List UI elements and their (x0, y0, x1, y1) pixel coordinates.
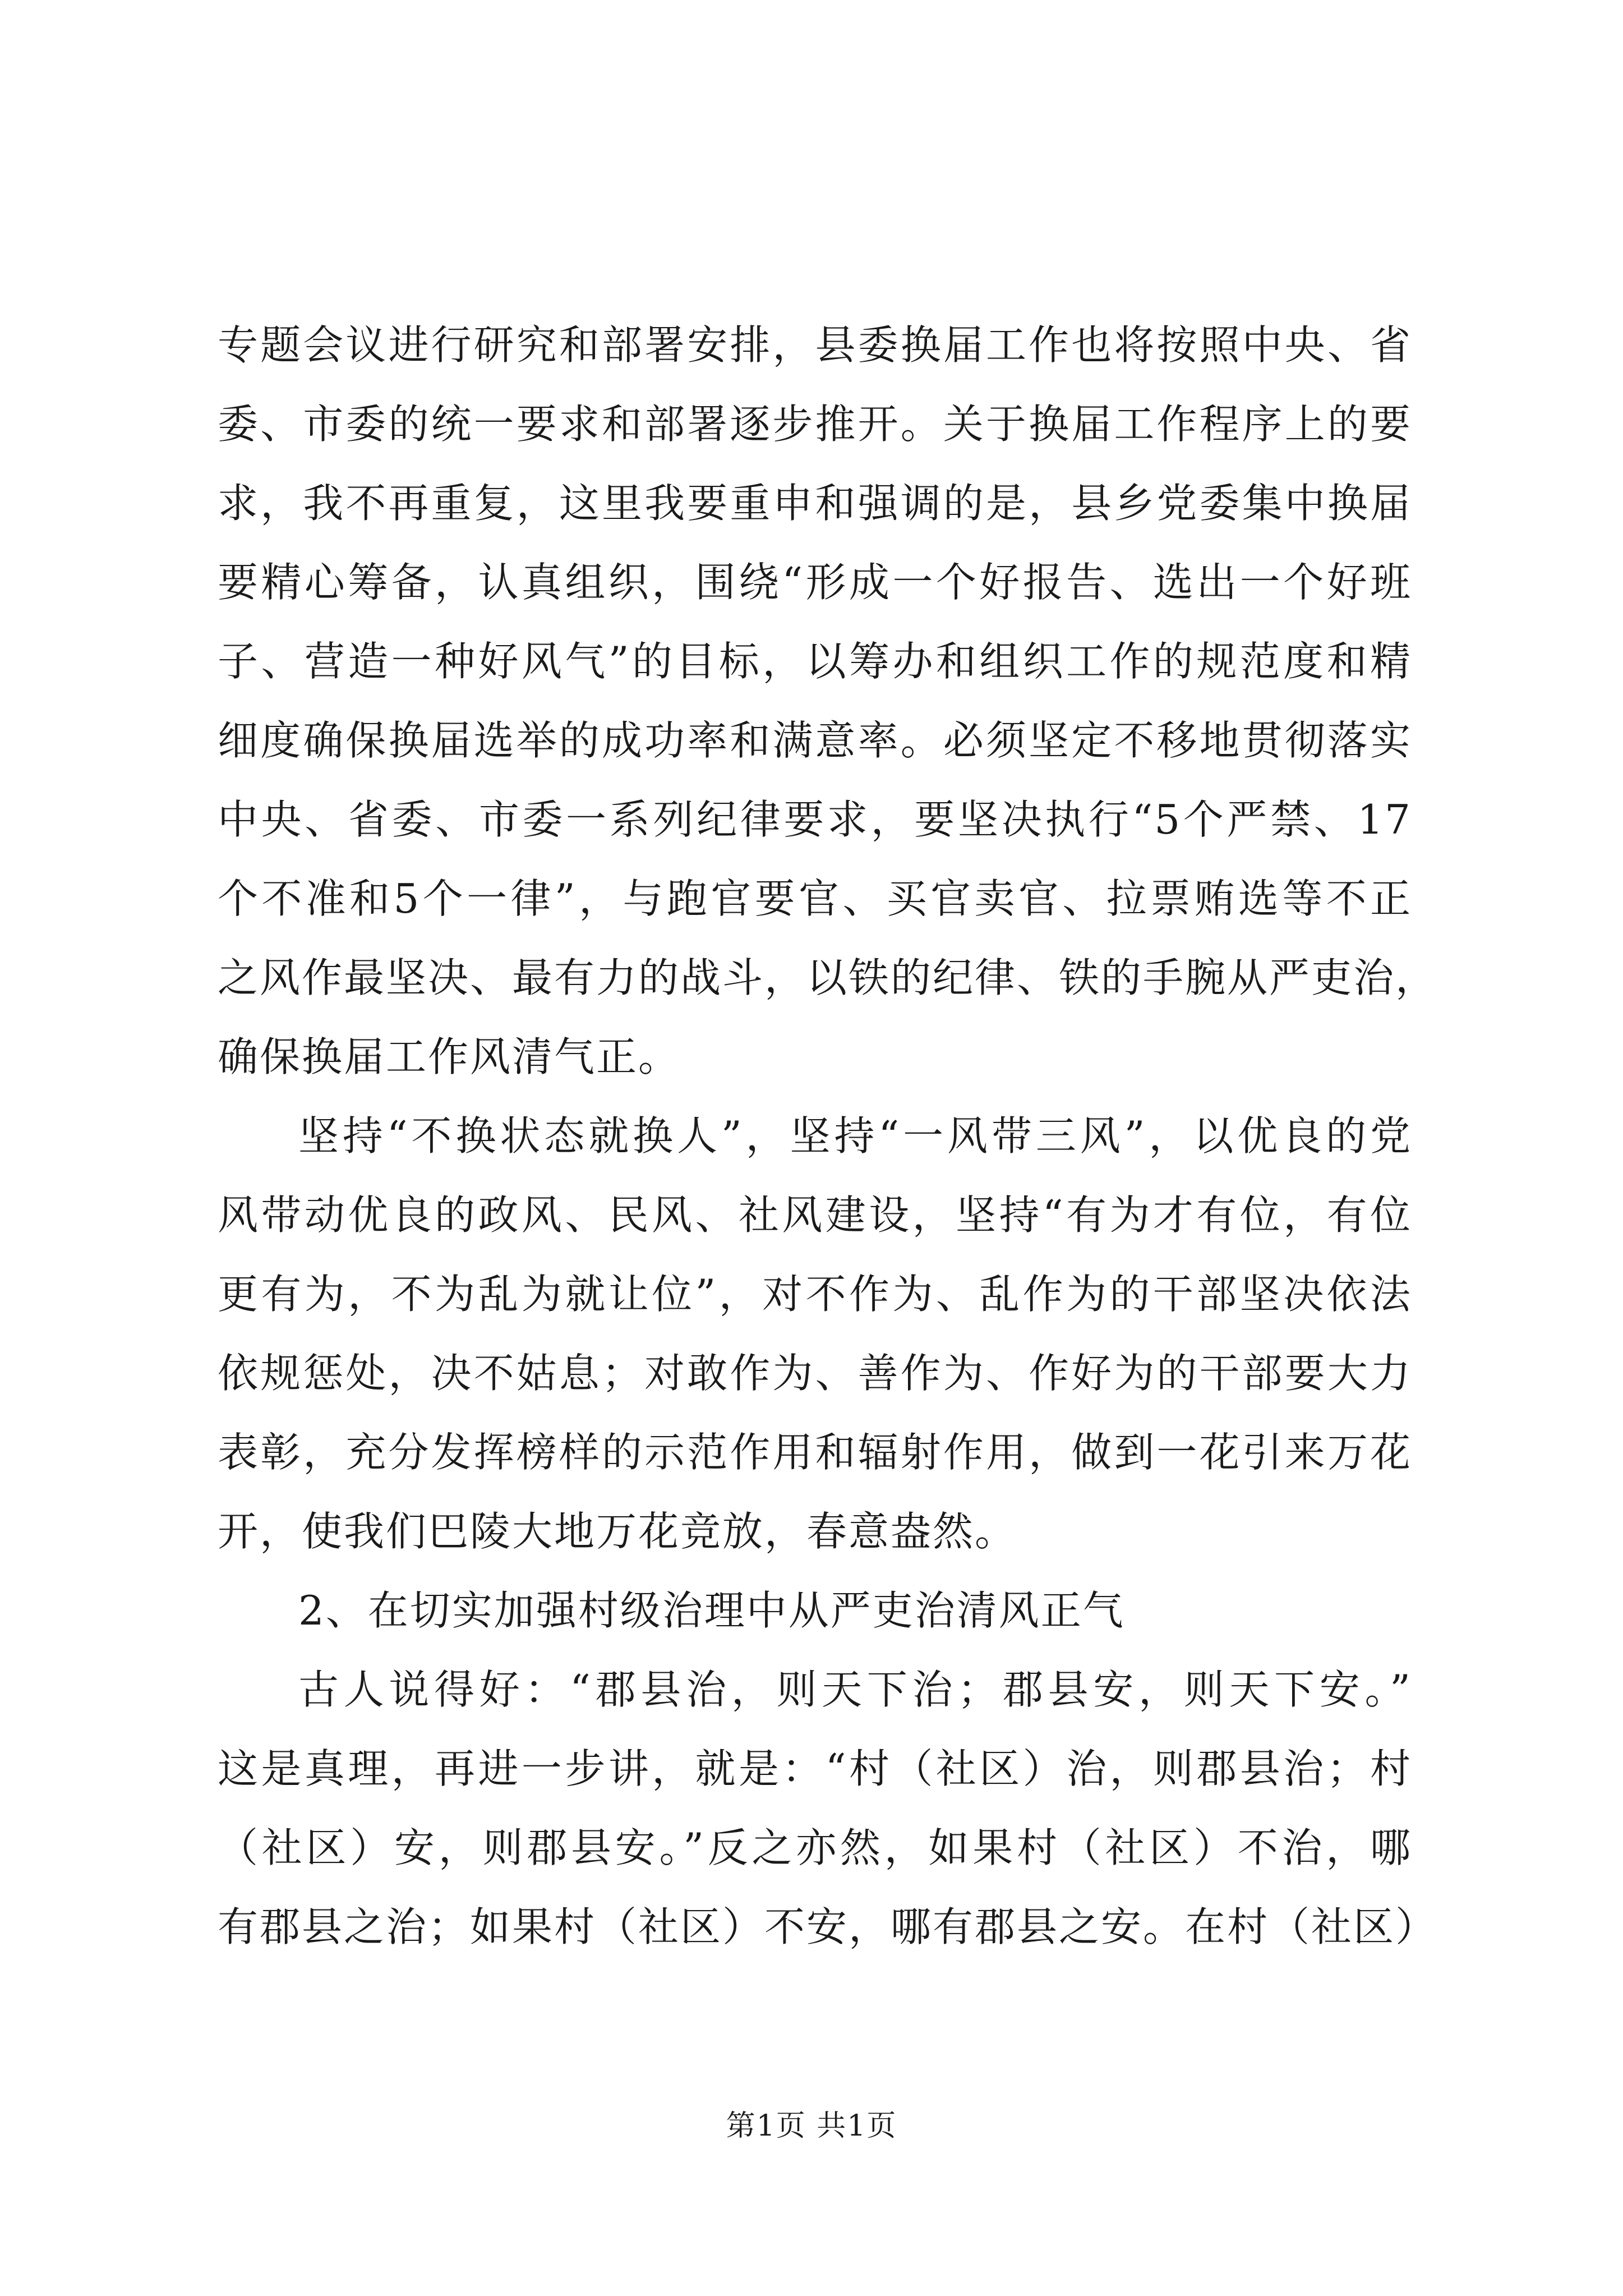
section-heading: 2、在切实加强村级治理中从严吏治清风正气 (298, 1587, 1125, 1634)
document-body (218, 306, 1438, 1967)
paragraph-line: 委、市委的统一要求和部署逐步推开。关于换届工作程序上的要 (218, 401, 1412, 448)
paragraph-line: 确保换届工作风清气正。 (218, 1033, 681, 1080)
paragraph-line: 个不准和5个一律”，与跑官要官、买官卖官、拉票贿选等不正 (218, 875, 1412, 922)
paragraph-line: 坚持“不换状态就换人”，坚持“一风带三风”，以优良的党 (298, 1112, 1412, 1159)
paragraph-line: 专题会议进行研究和部署安排，县委换届工作也将按照中央、省 (218, 321, 1412, 369)
paragraph-line: 求，我不再重复，这里我要重申和强调的是，县乡党委集中换届 (218, 480, 1412, 527)
paragraph-line: 更有为，不为乱为就让位”，对不作为、乱作为的干部坚决依法 (218, 1271, 1412, 1318)
paragraph-line: 风带动优良的政风、民风、社风建设，坚持“有为才有位，有位 (218, 1191, 1412, 1239)
paragraph-line: 之风作最坚决、最有力的战斗，以铁的纪律、铁的手腕从严吏治， (218, 954, 1438, 1001)
page-number-footer: 第1页 共1页 (726, 2109, 897, 2143)
paragraph-line: 古人说得好：“郡县治，则天下治；郡县安，则天下安。” (298, 1666, 1412, 1713)
paragraph-line: 子、营造一种好风气”的目标，以筹办和组织工作的规范度和精 (218, 638, 1412, 685)
paragraph-line: 依规惩处，决不姑息；对敢作为、善作为、作好为的干部要大力 (218, 1350, 1412, 1397)
paragraph-line: 要精心筹备，认真组织，围绕“形成一个好报告、选出一个好班 (218, 559, 1412, 606)
paragraph-line: 中央、省委、市委一系列纪律要求，要坚决执行“5个严禁、17 (218, 796, 1412, 843)
paragraph-line: 有郡县之治；如果村（社区）不安，哪有郡县之安。在村（社区） (218, 1903, 1438, 1950)
paragraph-line: 开，使我们巴陵大地万花竞放，春意盎然。 (218, 1508, 1017, 1555)
paragraph-line: （社区）安，则郡县安。”反之亦然，如果村（社区）不治，哪 (218, 1824, 1412, 1871)
paragraph-line: 细度确保换届选举的成功率和满意率。必须坚定不移地贯彻落实 (218, 717, 1412, 764)
paragraph-line: 表彰，充分发挥榜样的示范作用和辐射作用，做到一花引来万花 (218, 1429, 1412, 1476)
paragraph-line: 这是真理，再进一步讲，就是：“村（社区）治，则郡县治；村 (218, 1745, 1412, 1792)
